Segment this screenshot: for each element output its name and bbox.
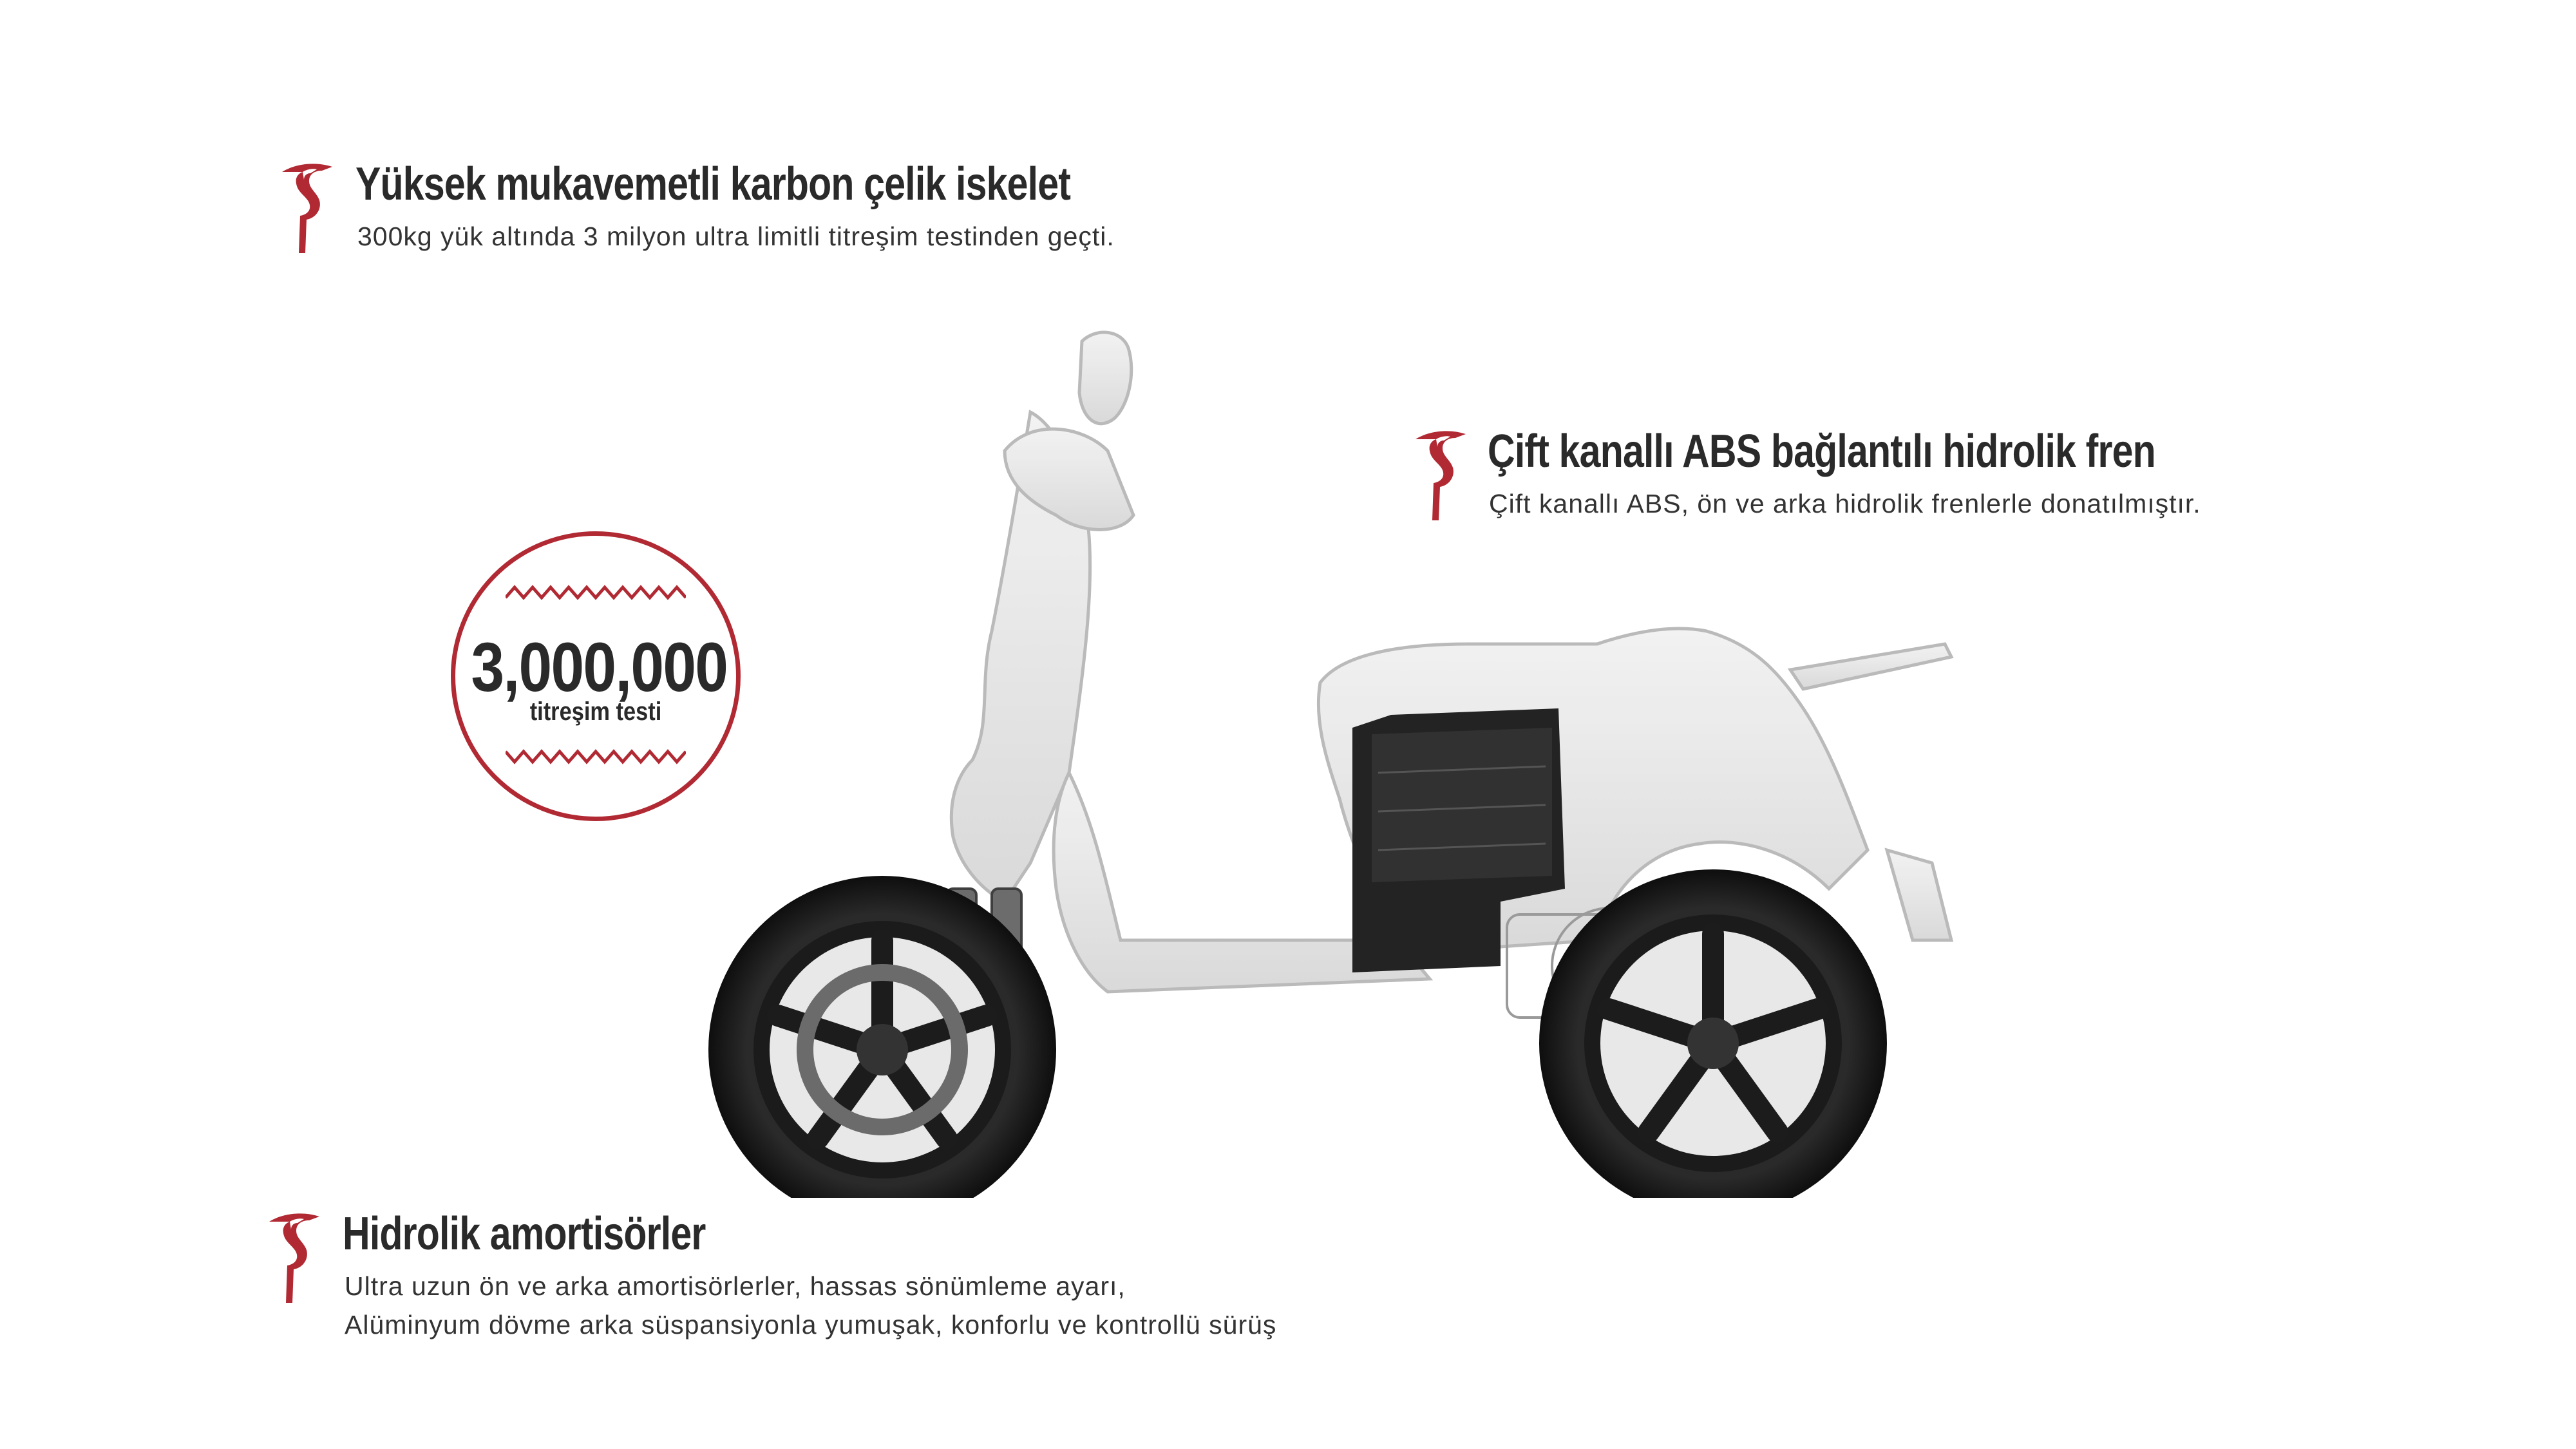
feature-description	[345, 1267, 1276, 1344]
feature-description-line: Alüminyum dövme arka süspansiyonla yumuşak, konforlu ve kontrollü sürüş	[345, 1310, 1277, 1340]
feature-title: Yüksek mukavemetli karbon çelik iskelet	[355, 158, 1071, 210]
badge-value: 3,000,000	[471, 628, 728, 706]
scooter-xray-image	[670, 322, 1984, 1198]
bird-logo-icon	[264, 1208, 326, 1304]
feature-description: 300kg yük altında 3 milyon ultra limitli titreşim testinden geçti.	[357, 222, 1115, 251]
badge-label: titreşim testi	[529, 697, 662, 726]
feature-title: Hidrolik amortisörler	[343, 1208, 706, 1260]
zigzag-decoration-icon	[506, 744, 686, 770]
feature-description: Çift kanallı ABS, ön ve arka hidrolik frenlerle donatılmıştır.	[1489, 489, 2201, 518]
zigzag-decoration-icon	[506, 580, 686, 605]
feature-description-line: Ultra uzun ön ve arka amortisörlerler, hassas sönümleme ayarı,	[345, 1271, 1126, 1301]
feature-title: Çift kanallı ABS bağlantılı hidrolik fren	[1488, 426, 2155, 477]
bird-logo-icon	[277, 158, 339, 254]
